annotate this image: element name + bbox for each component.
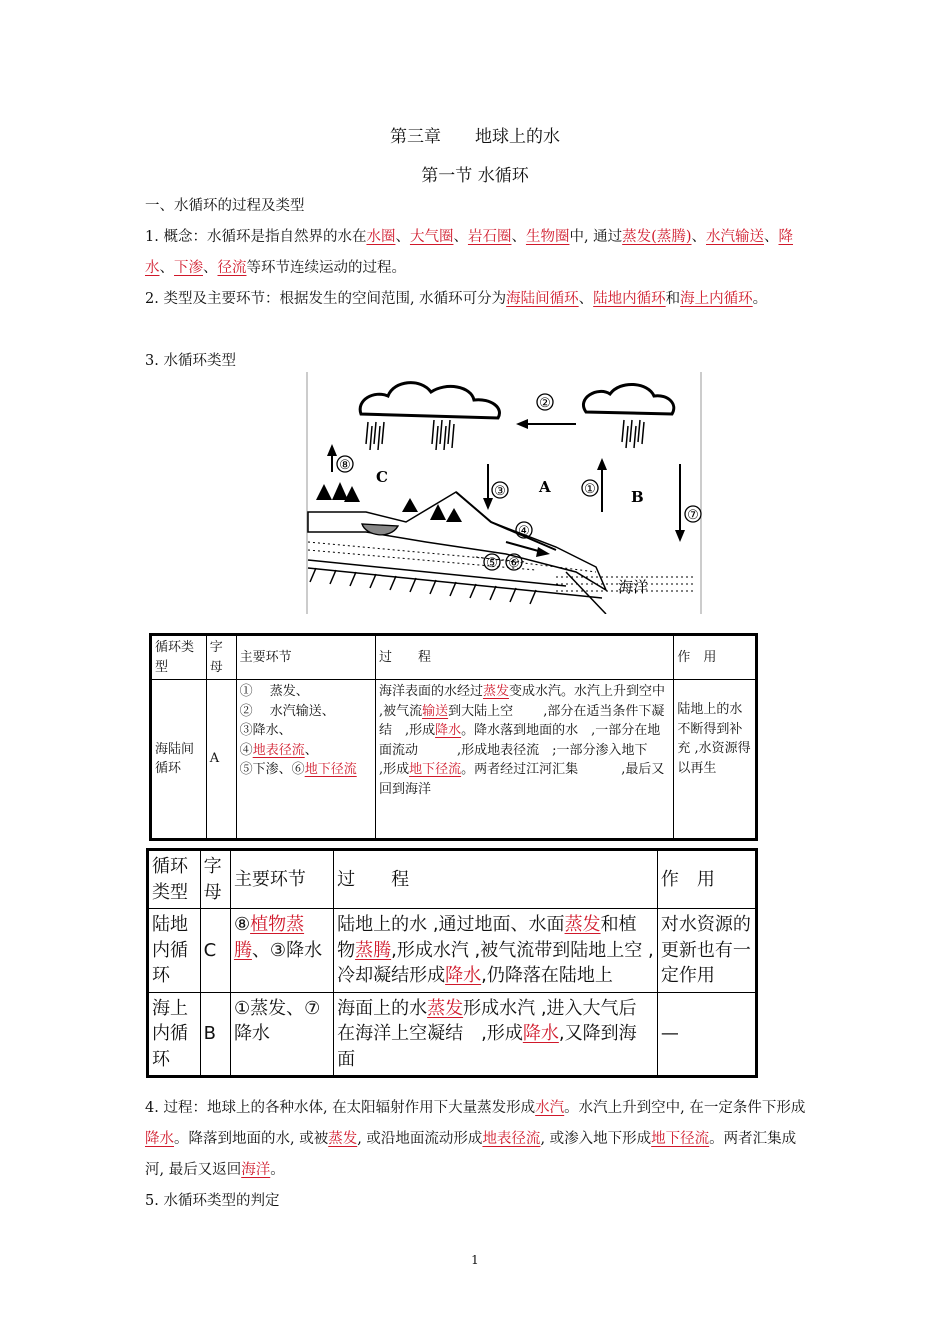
label-3: ③ xyxy=(494,484,506,499)
paragraph-judgement: 5. 水循环类型的判定 xyxy=(145,1193,280,1209)
table-header-row: 循环类型 字母 主要环节 过 程 作 用 xyxy=(151,635,757,680)
label-7: ⑦ xyxy=(687,508,699,523)
cloud-icon xyxy=(360,383,499,418)
chapter-name: 地球上的水 xyxy=(475,127,560,147)
label-8: ⑧ xyxy=(339,458,351,473)
label-2: ② xyxy=(539,396,551,411)
chapter-number: 第三章 xyxy=(390,127,441,147)
label-4: ④ xyxy=(518,524,530,539)
table-row: 陆地内循环 C ⑧植物蒸腾、③降水 陆地上的水 ,通过地面、水面蒸发和植物蒸腾,形成水汽 ,被气流带到陆地上空 ,冷却凝结形成降水,仍降落在陆地上 对水资源的更新也有一定作用 xyxy=(148,909,757,993)
label-b: B xyxy=(631,488,644,506)
steps-cell: ① 蒸发、 ② 水汽输送、 ③降水、 ④地表径流、 ⑤下渗、⑥地下径流 xyxy=(236,680,375,840)
table-header-row: 循环类型 字母 主要环节 过 程 作 用 xyxy=(148,850,757,909)
paragraph-cycle-types-heading: 3. 水循环类型 xyxy=(145,353,236,369)
table-row: 海陆间循环 A ① 蒸发、 ② 水汽输送、 ③降水、 ④地表径流、 ⑤下渗、⑥地下径流 海洋表面的水经过蒸发变成水汽。水汽上升到空中 ,被气流输送到大陆上空 ,部分在适当条件下凝结 ,形成降水。降水落到地面的水 ,一部分在地面流动 ,形成地表径流 ;一部分渗入地下 ,形成地下径流。两者经过江河汇集 ,最后又回到海洋 陆地上的水不断得到补充 ,水资源得以再生 xyxy=(151,680,757,840)
chapter-title xyxy=(0,122,950,147)
paragraph-concept: 1. 概念：水循环是指自然界的水在水圈、大气圈、岩石圈、生物圈中, 通过蒸发(蒸腾)、水汽输送、降水、下渗、径流等环节连续运动的过程。 xyxy=(145,229,793,276)
paragraph-process: 4. 过程：地球上的各种水体, 在太阳辐射作用下大量蒸发形成水汽。水汽上升到空中, 在一定条件下形成降水。降落到地面的水, 或被蒸发, 或沿地面流动形成地表径流, 或渗入地下形成地下径流。两者汇集成河, 最后又返回海洋。 xyxy=(145,1100,806,1178)
table-land-sea-inner-cycles xyxy=(146,848,758,1078)
label-1: ① xyxy=(584,482,596,497)
label-5: ⑤ xyxy=(486,556,498,571)
cloud-icon xyxy=(583,384,673,414)
rain-icon xyxy=(622,420,644,448)
label-ocean: 海洋 xyxy=(618,578,649,596)
heading-water-cycle: 一、水循环的过程及类型 xyxy=(145,198,305,214)
paragraph-types: 2. 类型及主要环节：根据发生的空间范围, 水循环可分为海陆间循环、陆地内循环和海上内循环。 xyxy=(145,291,768,307)
page-number: 1 xyxy=(471,1253,479,1267)
table-row: 海上内循环 B ①蒸发、⑦降水 海面上的水蒸发形成水汽 ,进入大气后在海洋上空凝结 ,形成降水,又降到海面 — xyxy=(148,992,757,1077)
process-cell: 海洋表面的水经过蒸发变成水汽。水汽上升到空中 ,被气流输送到大陆上空 ,部分在适当条件下凝结 ,形成降水。降水落到地面的水 ,一部分在地面流动 ,形成地表径流 ;一部分渗入地下 ,形成地下径流。两者经过江河汇集 ,最后又回到海洋 xyxy=(375,680,673,840)
label-a: A xyxy=(539,478,551,496)
table-sea-land-cycle xyxy=(149,633,758,841)
label-c: C xyxy=(376,468,388,486)
section-title: 第一节 水循环 xyxy=(421,166,529,186)
label-6: ⑥ xyxy=(508,556,520,571)
rain-icon xyxy=(366,420,454,450)
water-cycle-diagram xyxy=(306,372,702,614)
